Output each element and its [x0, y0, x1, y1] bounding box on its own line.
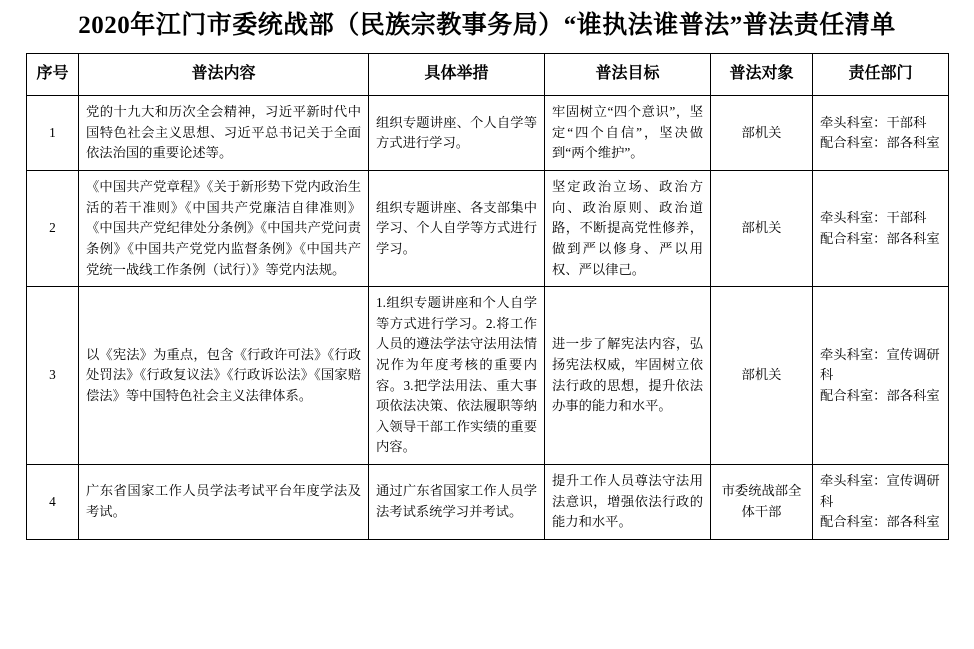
table-row: [27, 465, 949, 540]
cell-dept: [813, 287, 949, 465]
dept-coop: 配合科室：部各科室: [820, 514, 940, 530]
cell-no: 2: [27, 171, 79, 287]
dept-coop: 配合科室：部各科室: [820, 387, 940, 403]
cell-goal: 牢固树立“四个意识”，坚定“四个自信”，坚决做到“两个维护”。: [545, 96, 711, 171]
cell-dept: [813, 465, 949, 540]
table-header-row: [27, 54, 949, 96]
table-row: [27, 171, 949, 287]
cell-no: 1: [27, 96, 79, 171]
column-header-goal: 普法目标: [545, 54, 711, 96]
cell-object: 部机关: [711, 171, 813, 287]
table-row: [27, 96, 949, 171]
column-header-measures: 具体举措: [369, 54, 545, 96]
cell-dept: [813, 96, 949, 171]
cell-dept: [813, 171, 949, 287]
cell-measures: 组织专题讲座、个人自学等方式进行学习。: [369, 96, 545, 171]
dept-coop: 配合科室：部各科室: [820, 135, 940, 151]
dept-coop: 配合科室：部各科室: [820, 230, 940, 246]
cell-object: 部机关: [711, 287, 813, 465]
cell-measures: 组织专题讲座、各支部集中学习、个人自学等方式进行学习。: [369, 171, 545, 287]
column-header-no: 序号: [27, 54, 79, 96]
cell-measures: 通过广东省国家工作人员学法考试系统学习并考试。: [369, 465, 545, 540]
cell-object: 市委统战部全体干部: [711, 465, 813, 540]
dept-lead: 牵头科室：干部科: [820, 114, 927, 130]
cell-no: 4: [27, 465, 79, 540]
dept-lead: 牵头科室：干部科: [820, 209, 927, 225]
cell-measures: 1.组织专题讲座和个人自学等方式进行学习。2.将工作人员的遵法学法守法用法情况作为年度考核的重要内容。3.把学法用法、重大事项依法决策、依法履职等纳入领导干部工作实绩的重要内容。: [369, 287, 545, 465]
law-publicity-responsibility-table: [26, 53, 949, 540]
column-header-dept: 责任部门: [813, 54, 949, 96]
cell-content: 以《宪法》为重点，包含《行政许可法》《行政处罚法》《行政复议法》《行政诉讼法》《国家赔偿法》等中国特色社会主义法律体系。: [79, 287, 369, 465]
cell-content: 《中国共产党章程》《关于新形势下党内政治生活的若干准则》《中国共产党廉洁自律准则》《中国共产党纪律处分条例》《中国共产党问责条例》《中国共产党党内监督条例》《中国共产党统一战线工作条例（试行）》等党内法规。: [79, 171, 369, 287]
cell-content: 党的十九大和历次全会精神，习近平新时代中国特色社会主义思想、习近平总书记关于全面依法治国的重要论述等。: [79, 96, 369, 171]
dept-lead: 牵头科室：宣传调研科: [820, 473, 940, 509]
cell-object: 部机关: [711, 96, 813, 171]
table-container: [0, 53, 974, 540]
cell-goal: 提升工作人员尊法守法用法意识，增强依法行政的能力和水平。: [545, 465, 711, 540]
cell-no: 3: [27, 287, 79, 465]
page-title: 2020年江门市委统战部（民族宗教事务局）“谁执法谁普法”普法责任清单: [78, 12, 896, 39]
cell-content: 广东省国家工作人员学法考试平台年度学法及考试。: [79, 465, 369, 540]
table-row: [27, 287, 949, 465]
column-header-content: 普法内容: [79, 54, 369, 96]
column-header-object: 普法对象: [711, 54, 813, 96]
cell-goal: 坚定政治立场、政治方向、政治原则、政治道路，不断提高党性修养，做到严以修身、严以用权、严以律己。: [545, 171, 711, 287]
dept-lead: 牵头科室：宣传调研科: [820, 346, 940, 383]
cell-goal: 进一步了解宪法内容，弘扬宪法权威，牢固树立依法行政的思想，提升依法办事的能力和水平。: [545, 287, 711, 465]
